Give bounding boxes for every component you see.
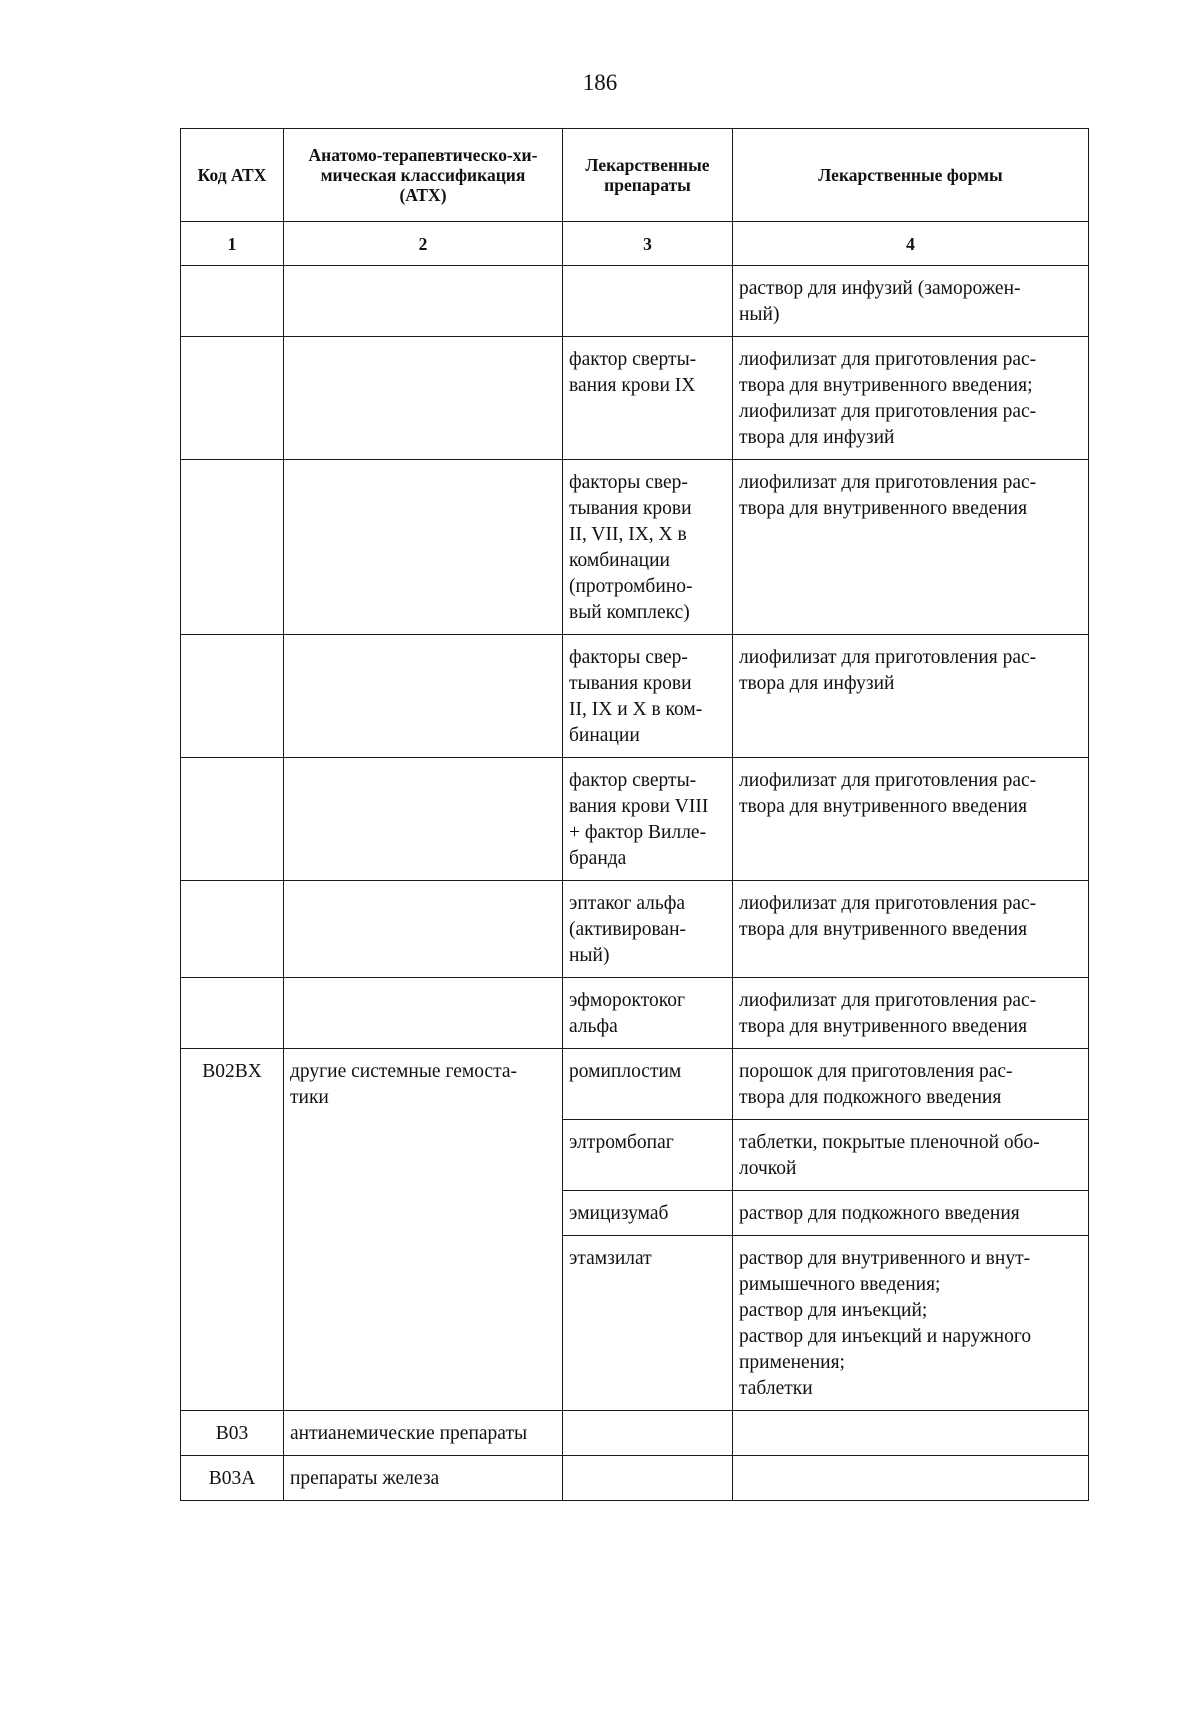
atx-code-cell — [181, 978, 284, 1049]
dosage-form-cell: лиофилизат для приготовления рас- твора для внутривенного введения — [733, 460, 1089, 635]
column-number-row — [181, 222, 1089, 266]
column-number: 4 — [733, 222, 1089, 266]
dosage-form-cell: раствор для внутривенного и внут- римышечного введения; раствор для инъекций; раствор для инъекций и наружного применения; таблетки — [733, 1236, 1089, 1411]
classification-cell — [284, 978, 563, 1049]
classification-cell: препараты железа — [284, 1456, 563, 1501]
dosage-form-cell: лиофилизат для приготовления рас- твора для инфузий — [733, 635, 1089, 758]
dosage-form-cell: лиофилизат для приготовления рас- твора для внутривенного введения — [733, 881, 1089, 978]
dosage-form-cell — [733, 1456, 1089, 1501]
classification-cell — [284, 758, 563, 881]
drug-cell — [563, 1456, 733, 1501]
dosage-form-cell: лиофилизат для приготовления рас- твора для внутривенного введения — [733, 978, 1089, 1049]
dosage-form-cell: раствор для подкожного введения — [733, 1191, 1089, 1236]
dosage-form-cell: раствор для инфузий (заморожен- ный) — [733, 266, 1089, 337]
drug-cell: факторы свер- тывания крови II, IX и X в ком- бинации — [563, 635, 733, 758]
atx-code-cell: B02BX — [181, 1049, 284, 1120]
classification-cell — [284, 1191, 563, 1236]
classification-cell — [284, 881, 563, 978]
classification-cell: антианемические препараты — [284, 1411, 563, 1456]
atx-code-cell — [181, 266, 284, 337]
atx-code-cell — [181, 881, 284, 978]
table-header-row — [181, 129, 1089, 222]
drug-cell: факторы свер- тывания крови II, VII, IX, X в комбинации (протромбино- вый комплекс) — [563, 460, 733, 635]
classification-cell — [284, 1120, 563, 1191]
drug-cell: фактор сверты- вания крови IX — [563, 337, 733, 460]
table-row — [181, 1120, 1089, 1191]
drug-cell — [563, 266, 733, 337]
dosage-form-cell: лиофилизат для приготовления рас- твора для внутривенного введения; лиофилизат для приготовления рас- твора для инфузий — [733, 337, 1089, 460]
table-row — [181, 266, 1089, 337]
table-row — [181, 1456, 1089, 1501]
header-dosage-forms: Лекарственные формы — [733, 129, 1089, 222]
classification-cell — [284, 460, 563, 635]
dosage-form-cell: лиофилизат для приготовления рас- твора для внутривенного введения — [733, 758, 1089, 881]
atx-code-cell — [181, 758, 284, 881]
atx-code-cell: B03A — [181, 1456, 284, 1501]
dosage-form-cell: таблетки, покрытые пленочной обо- лочкой — [733, 1120, 1089, 1191]
atx-code-cell — [181, 1236, 284, 1411]
atx-drug-table — [180, 128, 1089, 1501]
table-row — [181, 460, 1089, 635]
header-atx-code: Код АТХ — [181, 129, 284, 222]
atx-code-cell — [181, 1120, 284, 1191]
atx-code-cell — [181, 460, 284, 635]
classification-cell — [284, 266, 563, 337]
atx-code-cell: B03 — [181, 1411, 284, 1456]
classification-cell — [284, 1236, 563, 1411]
column-number: 3 — [563, 222, 733, 266]
drug-cell: эфмороктоког альфа — [563, 978, 733, 1049]
drug-cell: ромиплостим — [563, 1049, 733, 1120]
header-drugs: Лекарственные препараты — [563, 129, 733, 222]
drug-cell: эмицизумаб — [563, 1191, 733, 1236]
table-row — [181, 881, 1089, 978]
atx-code-cell — [181, 337, 284, 460]
drug-cell: элтромбопаг — [563, 1120, 733, 1191]
classification-cell — [284, 635, 563, 758]
drug-cell — [563, 1411, 733, 1456]
table-row — [181, 1411, 1089, 1456]
table-row — [181, 1049, 1089, 1120]
table-row — [181, 758, 1089, 881]
column-number: 1 — [181, 222, 284, 266]
atx-code-cell — [181, 1191, 284, 1236]
table-row — [181, 337, 1089, 460]
page-number: 186 — [582, 70, 618, 95]
drug-cell: эптаког альфа (активирован- ный) — [563, 881, 733, 978]
dosage-form-cell: порошок для приготовления рас- твора для подкожного введения — [733, 1049, 1089, 1120]
dosage-form-cell — [733, 1411, 1089, 1456]
drug-cell: этамзилат — [563, 1236, 733, 1411]
header-classification: Анатомо-терапевтическо-хи- мическая классификация (АТХ) — [284, 129, 563, 222]
classification-cell: другие системные гемоста- тики — [284, 1049, 563, 1120]
table-row — [181, 978, 1089, 1049]
atx-code-cell — [181, 635, 284, 758]
column-number: 2 — [284, 222, 563, 266]
table-row — [181, 635, 1089, 758]
drug-cell: фактор сверты- вания крови VIII + фактор Вилле- бранда — [563, 758, 733, 881]
table-row — [181, 1191, 1089, 1236]
classification-cell — [284, 337, 563, 460]
table-row — [181, 1236, 1089, 1411]
